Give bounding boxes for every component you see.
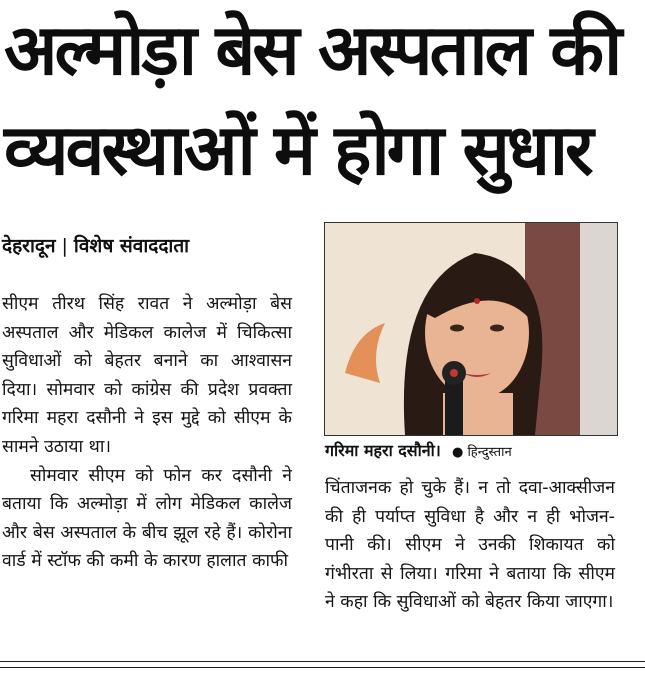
bottom-rule-double xyxy=(0,667,645,668)
portrait-photo-illustration xyxy=(325,223,617,435)
headline-line-2: व्यवस्थाओं में होगा सुधार xyxy=(4,109,591,191)
byline-separator: | xyxy=(61,235,68,257)
article-paragraph-2: सोमवार सीएम को फोन कर दसौनी ने बताया कि अल्मोड़ा में लोग मेडिकल कालेज और बेस अस्पताल के बीच झूल रहे हैं। कोरोना वार्ड में स्टॉफ की कमी के कारण हालात काफी xyxy=(2,465,292,572)
credit-bullet-icon: ● xyxy=(451,445,464,460)
byline xyxy=(2,232,189,258)
photo-caption xyxy=(325,439,617,461)
byline-reporter: विशेष संवाददाता xyxy=(73,235,190,257)
article-left-column xyxy=(2,290,292,576)
headline-line-1: अल्मोड़ा बेस अस्पताल की xyxy=(4,9,620,91)
caption-credit xyxy=(452,445,512,460)
credit-source: हिन्दुस्तान xyxy=(467,445,512,460)
bottom-rule xyxy=(0,661,645,662)
headline xyxy=(4,0,644,200)
byline-place: देहरादून xyxy=(2,235,56,257)
article-right-column xyxy=(325,474,615,617)
article-continuation: चिंताजनक हो चुके हैं। न तो दवा-आक्सीजन की ही पर्याप्त सुविधा है और न ही भोजन-पानी की। सीएम ने उनकी शिकायत को गंभीरता से लिया। गरिमा ने बताया कि सीएम ने कहा कि सुविधाओं को बेहतर किया जाएगा। xyxy=(325,478,615,613)
caption-name: गरिमा महरा दसौनी। xyxy=(325,441,441,460)
article-paragraph-1: सीएम तीरथ सिंह रावत ने अल्मोड़ा बेस अस्पताल और मेडिकल कालेज में चिकित्सा सुविधाओं को बेहतर बनाने का आश्वासन दिया। सोमवार को कांग्रेस की प्रदेश प्रवक्ता गरिमा महरा दसौनी ने इस मुद्दे को सीएम के सामने उठाया था। xyxy=(2,294,292,457)
photo xyxy=(324,222,618,436)
